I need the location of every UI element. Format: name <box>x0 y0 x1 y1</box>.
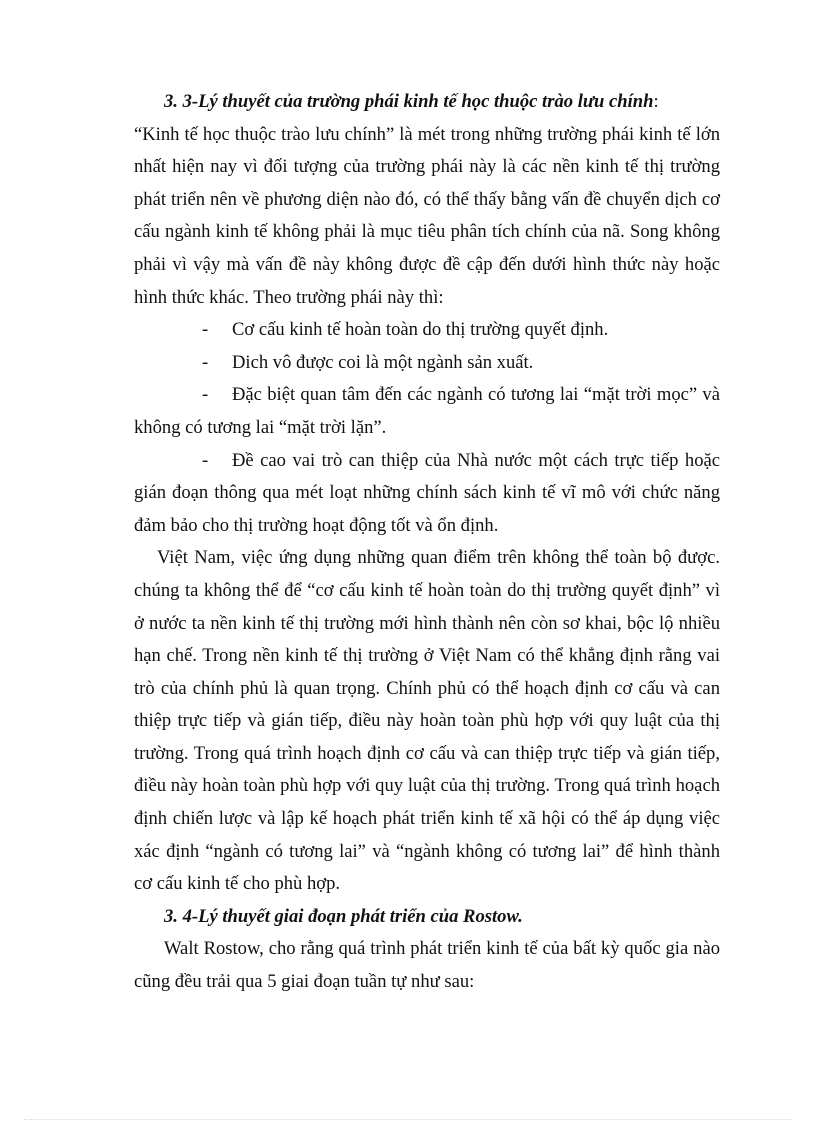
vietnam-paragraph: Việt Nam, việc ứng dụng những quan điểm trên không thể toàn bộ được. chúng ta không thể để “cơ cấu kinh tế hoàn toàn do thị trường quyết định” vì ở nước ta nền kinh tế thị trường mới hình thành nên còn sơ khai, bộc lộ nhiều hạn chế. Trong nền kinh tế thị trường ở Việt Nam có thể khẳng định rằng vai trò của chính phủ là quan trọng. Chính phủ có thể hoạch định cơ cấu và can thiệp trực tiếp và gián tiếp, điều này hoàn toàn phù hợp với quy luật của thị trường. Trong quá trình hoạch định cơ cấu và can thiệp trực tiếp và gián tiếp, điều này hoàn toàn phù hợp với quy luật của thị trường. Trong quá trình hoạch định chiến lược và lập kế hoạch phát triển kinh tế xã hội có thể áp dụng việc xác định “ngành có tương lai” và “ngành không có tương lai” để hình thành cơ cấu kinh tế cho phù hợp. <box>134 547 720 895</box>
bullet-text: Đặc biệt quan tâm đến các ngành có tương lai “mặt trời mọc” và không có tương lai “mặt trời lặn”. <box>134 384 720 438</box>
bullet-item <box>134 314 720 347</box>
bullet-dash: - <box>202 384 209 406</box>
bullet-item <box>134 347 720 380</box>
bullet-dash: - <box>202 351 209 373</box>
section-heading-3-3 <box>134 86 720 119</box>
document-page <box>134 86 720 999</box>
section-3-4-intro-paragraph: Walt Rostow, cho rằng quá trình phát triển kinh tế của bất kỳ quốc gia nào cũng đều trải qua 5 giai đoạn tuần tự như sau: <box>134 938 720 993</box>
page-bottom-divider <box>24 1119 792 1120</box>
bullet-dash: - <box>202 449 209 471</box>
bullet-dash: - <box>202 319 209 341</box>
bullet-item <box>134 379 720 444</box>
bullet-text: Đề cao vai trò can thiệp của Nhà nước một cách trực tiếp hoặc gián đoạn thông qua mét loạt những chính sách kinh tế vĩ mô với chức năng đảm bảo cho thị trường hoạt động tốt và ổn định. <box>134 449 720 536</box>
section-heading-3-3-colon: : <box>653 91 659 112</box>
bullet-item <box>134 445 720 543</box>
bullet-text: Cơ cấu kinh tế hoàn toàn do thị trường quyết định. <box>232 319 609 341</box>
section-3-3-intro-paragraph: “Kinh tế học thuộc trào lưu chính” là mét trong những trường phái kinh tế lớn nhất hiện nay vì đối tượng của trường phái này là các nền kinh tế thị trường phát triển nên về phương diện nào đó, có thể thấy bằng vấn đề chuyển dịch cơ cấu ngành kinh tế không phải là mục tiêu phân tích chính của nã. Song không phải vì vậy mà vấn đề này không được đề cập đến dưới hình thức này hoặc hình thức khác. Theo trường phái này thì: <box>134 123 720 308</box>
section-heading-3-3-text: 3. 3-Lý thuyết của trường phái kinh tế học thuộc trào lưu chính <box>164 91 654 112</box>
bullet-text: Dich vô được coi là một ngành sản xuất. <box>232 351 534 373</box>
section-heading-3-4: 3. 4-Lý thuyết giai đoạn phát triển của Rostow. <box>164 905 523 927</box>
